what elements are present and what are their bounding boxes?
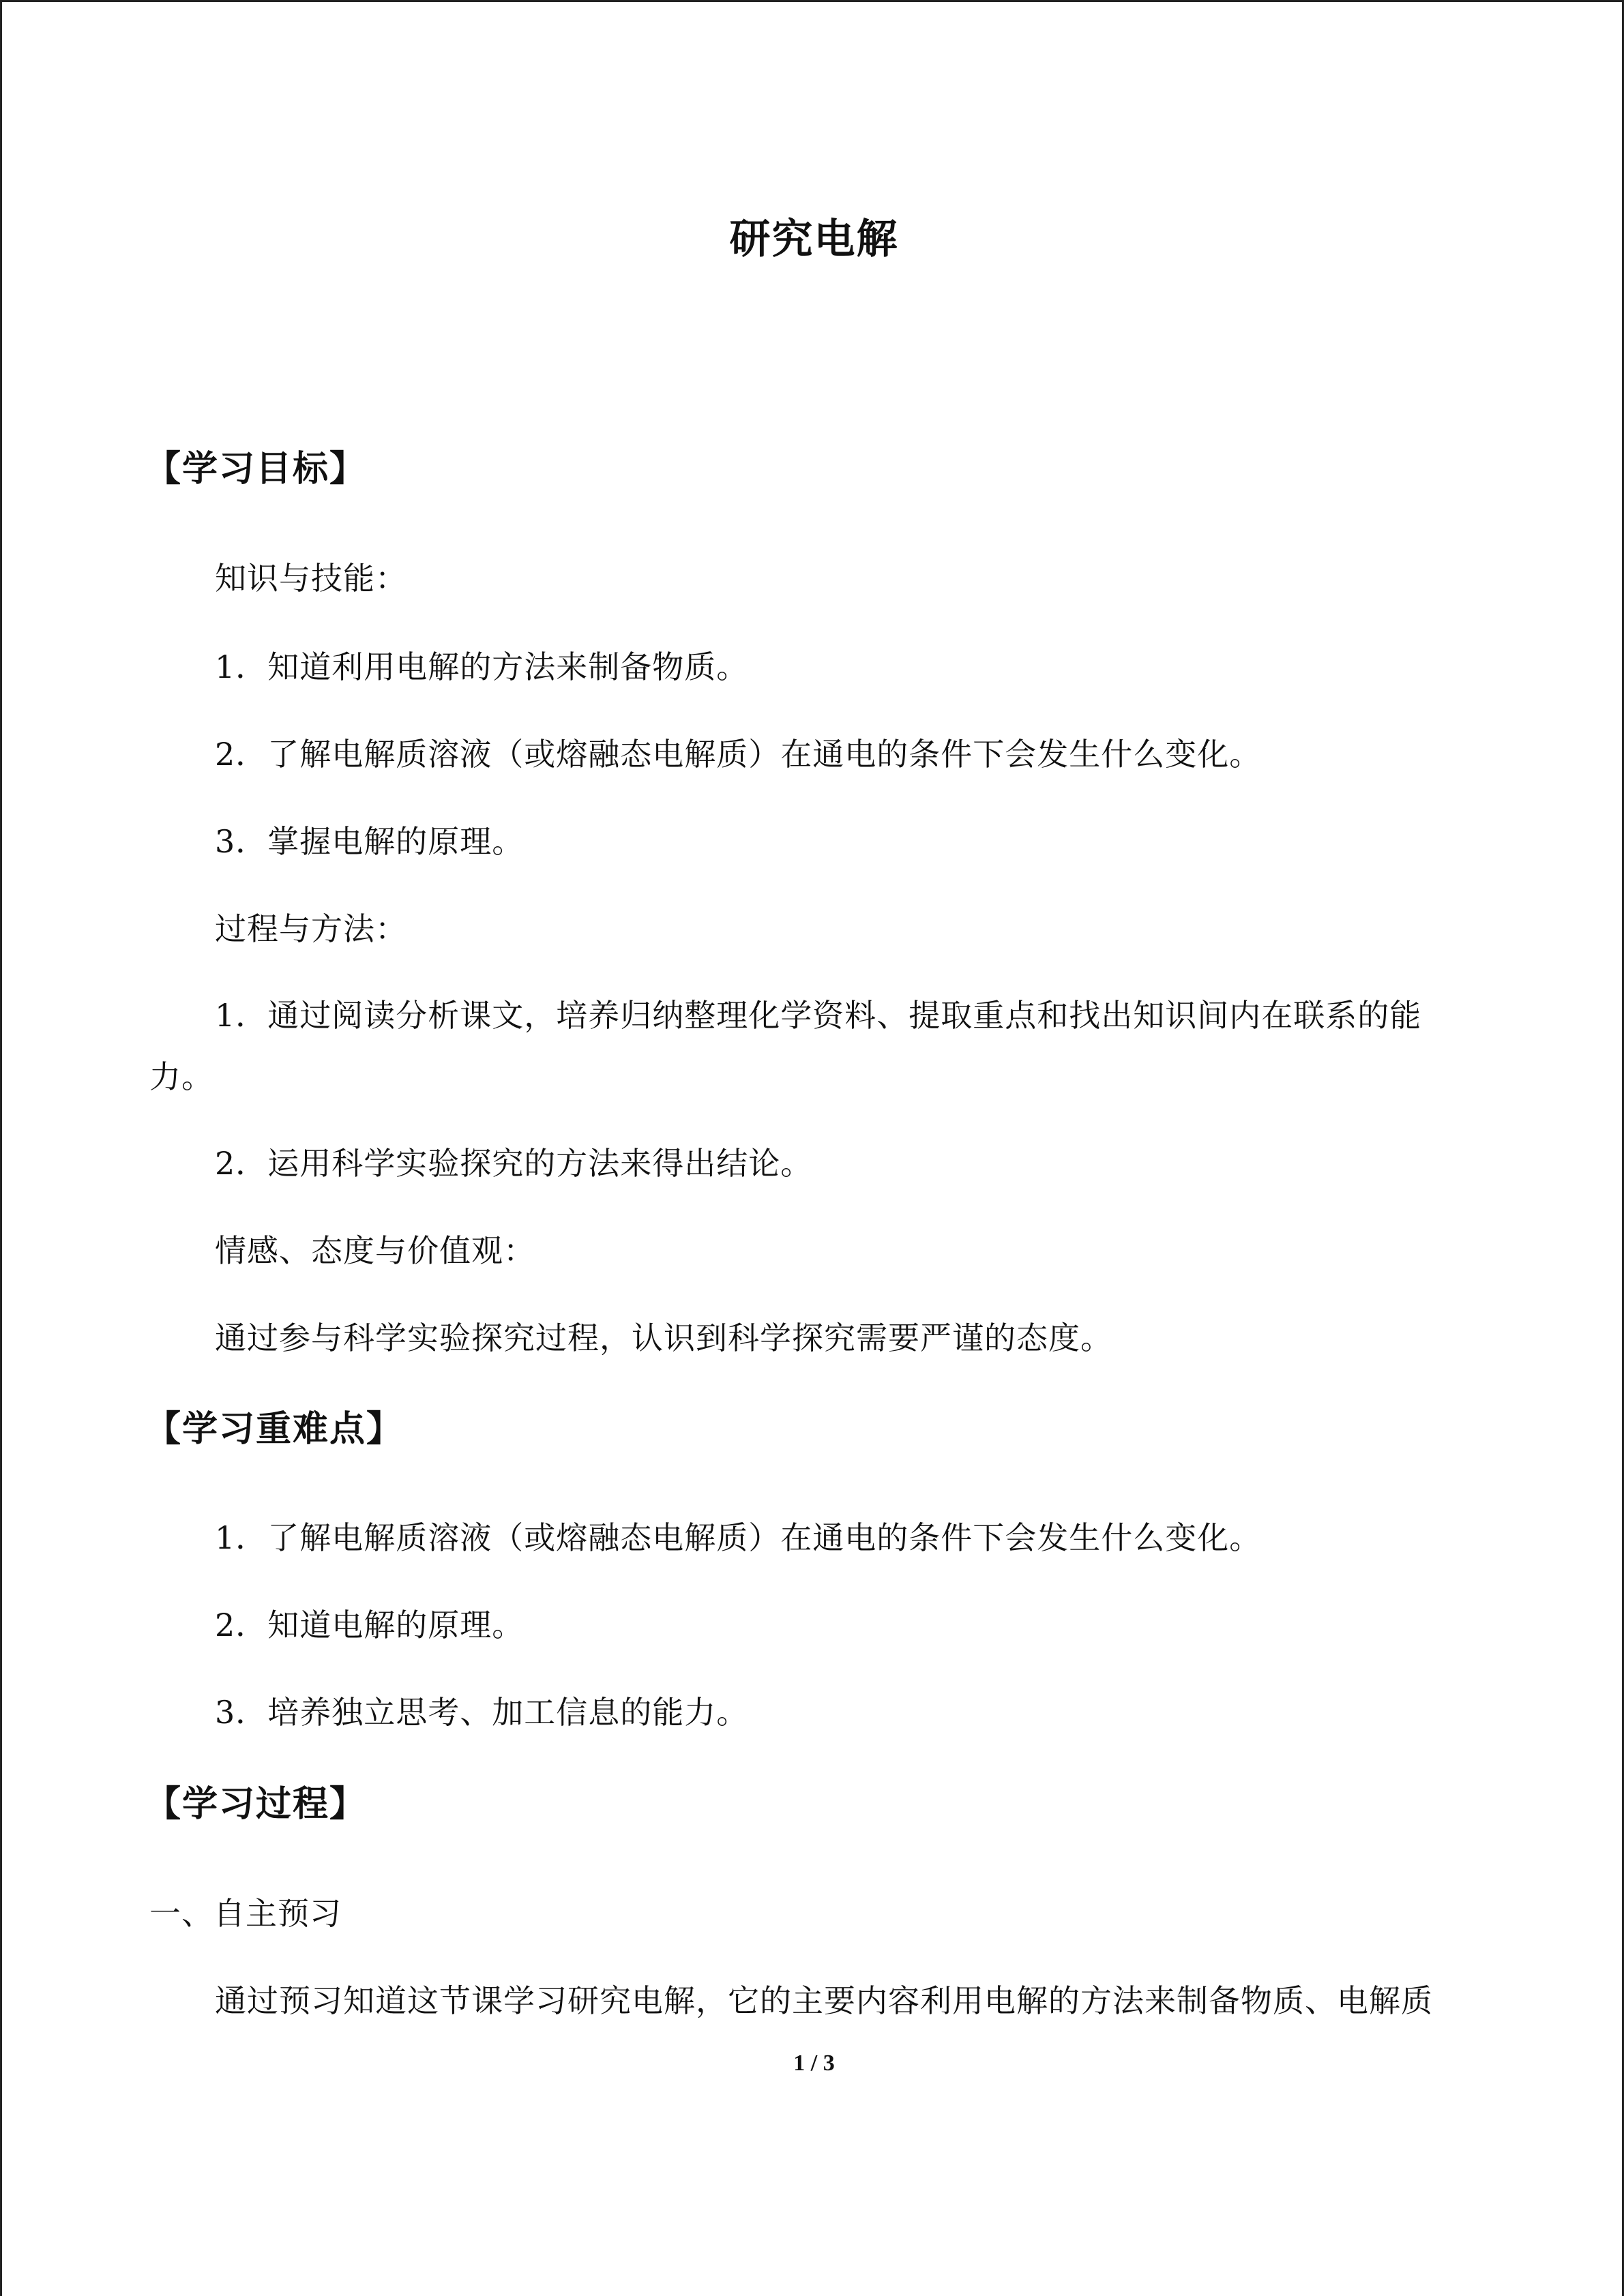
emotion-text: 通过参与科学实验探究过程，认识到科学探究需要严谨的态度。 <box>215 1320 1112 1356</box>
knowledge-item-3: 3．掌握电解的原理。 <box>215 823 525 860</box>
document-title: 研究电解 <box>729 215 899 263</box>
process-item-2: 2．运用科学实验探究的方法来得出结论。 <box>215 1145 813 1182</box>
preview-subheading: 一、自主预习 <box>149 1895 342 1932</box>
section-heading-process: 【学习过程】 <box>145 1784 367 1825</box>
key-point-item-3: 3．培养独立思考、加工信息的能力。 <box>215 1694 749 1731</box>
preview-text: 通过预习知道这节课学习研究电解，它的主要内容利用电解的方法来制备物质、电解质 <box>215 1982 1433 2019</box>
page-number: 1 / 3 <box>793 2051 835 2076</box>
emotion-label: 情感、态度与价值观： <box>215 1232 535 1269</box>
process-item-1: 1．通过阅读分析课文，培养归纳整理化学资料、提取重点和找出知识间内在联系的能力。 <box>149 997 1422 1095</box>
knowledge-label: 知识与技能： <box>215 560 407 597</box>
key-point-item-2: 2．知道电解的原理。 <box>215 1607 525 1643</box>
section-heading-key-points: 【学习重难点】 <box>145 1409 404 1450</box>
process-label: 过程与方法： <box>215 910 407 947</box>
knowledge-item-1: 1．知道利用电解的方法来制备物质。 <box>215 648 749 685</box>
section-heading-objectives: 【学习目标】 <box>145 449 367 490</box>
key-point-item-1: 1．了解电解质溶液（或熔融态电解质）在通电的条件下会发生什么变化。 <box>215 1519 1262 1556</box>
knowledge-item-2: 2．了解电解质溶液（或熔融态电解质）在通电的条件下会发生什么变化。 <box>215 736 1262 773</box>
